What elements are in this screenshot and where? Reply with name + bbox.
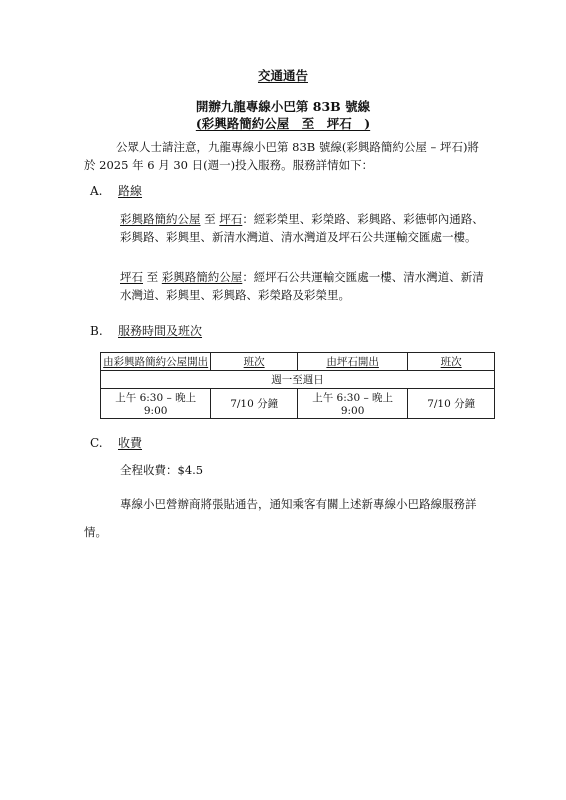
frequency-inbound: 7/10 分鐘	[408, 389, 495, 419]
route2-from: 坪石	[120, 270, 143, 284]
fare-text: 全程收費：$4.5	[120, 463, 204, 477]
route1-description: ：經彩榮里、彩榮路、彩興路、彩德邨內通路、彩興路、彩興里、新清水灣道、清水灣道及坪石公共運輸交匯處一樓。	[120, 212, 484, 244]
day-range: 週一至週日	[101, 371, 495, 389]
section-b-title: 服務時間及班次	[118, 324, 203, 338]
schedule-day-row	[101, 371, 495, 389]
frequency-outbound: 7/10 分鐘	[211, 389, 298, 419]
closing-paragraph: 專線小巴營辦商將張貼通告，通知乘客有關上述新專線小巴路線服務詳情。	[84, 497, 477, 539]
notice-title: 交通通告	[257, 68, 308, 83]
section-c-title: 收費	[118, 436, 143, 450]
section-a-title: 路線	[118, 184, 143, 198]
route2-to-word: 至	[146, 270, 159, 284]
section-a-heading	[90, 182, 142, 199]
schedule-header-row	[101, 353, 495, 371]
section-c-number: C.	[90, 436, 103, 450]
route1-to: 坪石	[219, 212, 243, 226]
schedule-table	[100, 352, 495, 419]
intro-paragraph: 公眾人士請注意，九龍專線小巴第 83B 號線(彩興路簡約公屋 – 坪石)將於 2025 年 6 月 30 日(週一)投入服務。服務詳情如下：	[84, 140, 479, 172]
route2-to: 彩興路簡約公屋	[161, 270, 243, 284]
schedule-time-row	[101, 389, 495, 419]
route-outbound	[120, 210, 490, 246]
route2-description: ：經坪石公共運輸交匯處一樓、清水灣道、新清水灣道、彩興里、彩興路、彩榮路及彩榮里。	[120, 270, 484, 302]
section-b-number: B.	[90, 324, 103, 338]
route-inbound	[120, 268, 490, 304]
hours-inbound: 上午 6:30 – 晚上 9:00	[297, 389, 407, 419]
hours-outbound: 上午 6:30 – 晚上 9:00	[101, 389, 211, 419]
route1-to-word: 至	[204, 212, 216, 226]
notice-subtitle-line2: (彩興路簡約公屋 至 坪石 )	[195, 116, 371, 131]
route1-from: 彩興路簡約公屋	[120, 212, 201, 226]
header-frequency-2: 班次	[408, 353, 495, 371]
header-from-ping-shek: 由坪石開出	[297, 353, 407, 371]
header-from-choi-hing: 由彩興路簡約公屋開出	[101, 353, 211, 371]
section-a-number: A.	[90, 184, 103, 198]
section-b-heading	[90, 322, 202, 339]
notice-subtitle-line1: 開辦九龍專線小巴第 83B 號線	[195, 99, 371, 114]
section-c-heading	[90, 434, 142, 451]
header-frequency-1: 班次	[211, 353, 298, 371]
